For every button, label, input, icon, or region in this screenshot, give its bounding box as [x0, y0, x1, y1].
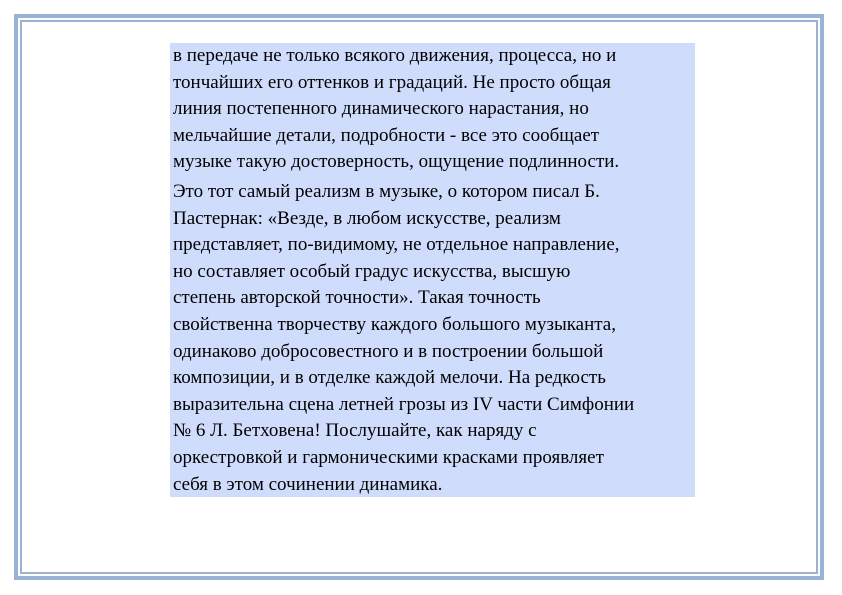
paragraph-1	[173, 43, 695, 176]
text-line: в передаче не только всякого движения, процесса, но и	[173, 45, 617, 66]
text-line: но составляет особый градус искусства, высшую	[173, 260, 571, 282]
text-line: себя в этом сочинении динамика.	[173, 473, 443, 495]
text-line: оркестровкой и гармоническими красками проявляет	[173, 446, 604, 468]
text-line: Это тот самый реализм в музыке, о котором писал Б.	[173, 180, 600, 202]
text-line: представляет, по-видимому, не отдельное направление,	[173, 234, 620, 256]
text-line: степень авторской точности». Такая точность	[173, 287, 541, 309]
text-line: музыке такую достоверность, ощущение подлинности.	[173, 151, 620, 173]
text-line: композиции, и в отделке каждой мелочи. На редкость	[173, 367, 606, 389]
paragraph-2	[173, 179, 695, 498]
text-line: одинаково добросовестного и в построении большой	[173, 340, 604, 362]
text-line: № 6 Л. Бетховена! Послушайте, как наряду с	[173, 420, 537, 442]
text-block	[170, 43, 695, 497]
text-line: Пастернак: «Везде, в любом искусстве, реализм	[173, 207, 561, 229]
text-line: тончайших его оттенков и градаций. Не просто общая	[173, 71, 611, 93]
text-line: мельчайшие детали, подробности - все это сообщает	[173, 124, 600, 146]
text-line: свойственна творчеству каждого большого музыканта,	[173, 313, 616, 335]
text-line: линия постепенного динамического нарастания, но	[173, 98, 589, 120]
text-line: выразительна сцена летней грозы из IV части Симфонии	[173, 393, 635, 415]
